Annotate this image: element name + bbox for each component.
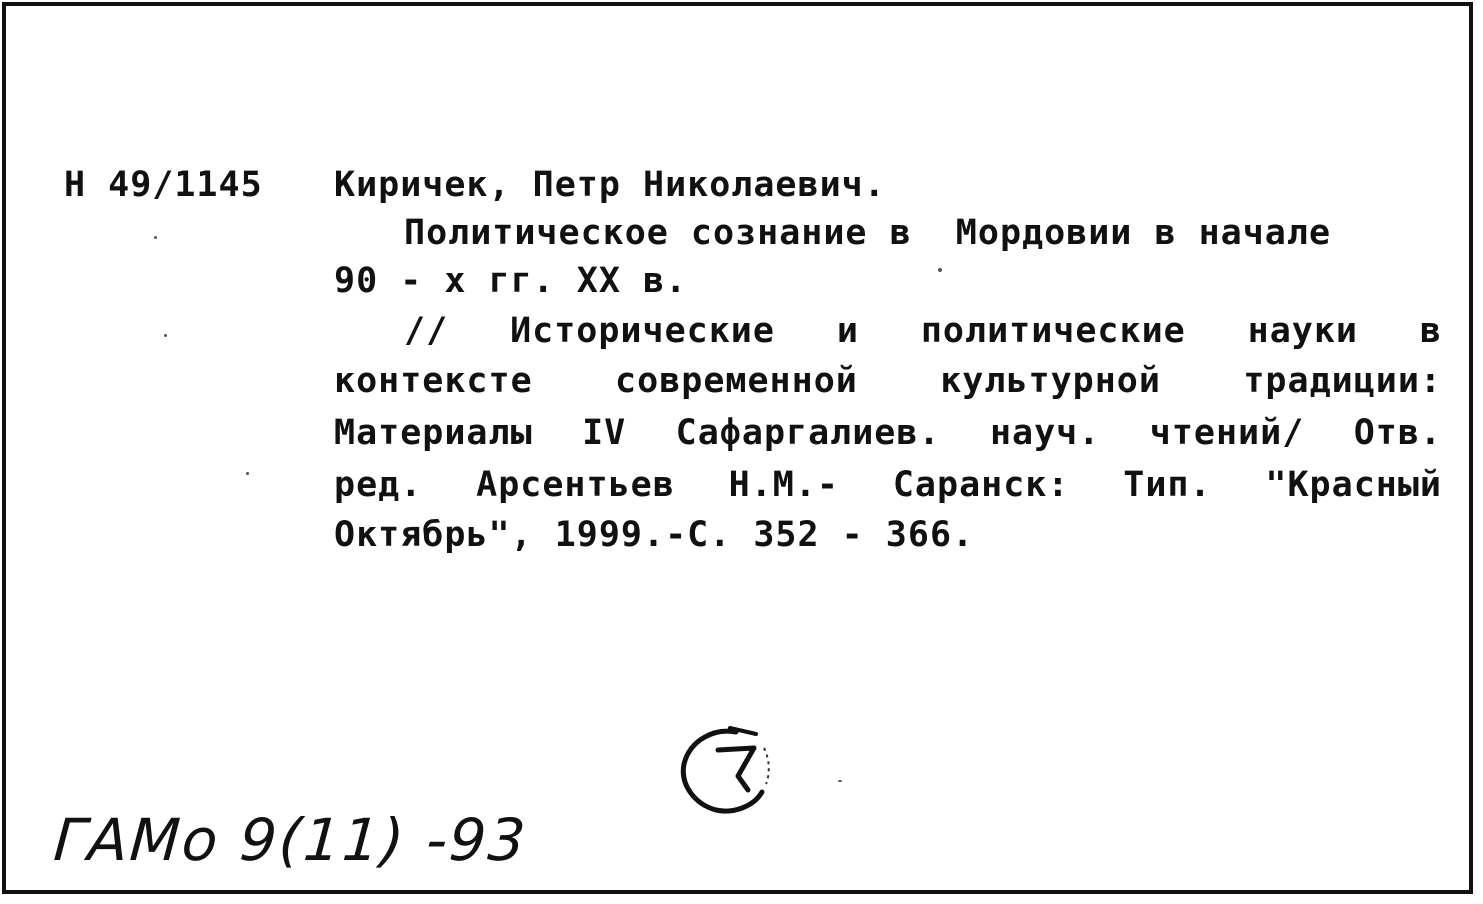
paper-speck — [838, 780, 842, 782]
paper-speck — [246, 472, 249, 475]
shelfmark: Н 49/1145 — [64, 165, 263, 205]
paper-speck — [938, 268, 942, 272]
handwritten-note: ГАМо 9(11) -93 — [51, 806, 530, 874]
catalog-card — [2, 2, 1473, 894]
paper-speck — [164, 334, 167, 337]
source-line-3: Материалы IV Сафаргалиев. науч. чтений/ Отв. — [334, 413, 1442, 453]
source-line-5: Октябрь", 1999.-С. 352 - 366. — [334, 515, 975, 555]
source-line-2: контексте современной культурной традиции: — [334, 361, 1442, 401]
title-line-1: Политическое сознание в Мордовии в начале — [404, 213, 1332, 253]
paper-speck — [154, 236, 157, 239]
source-line-4: ред. Арсентьев Н.М.- Саранск: Тип. "Красный — [334, 465, 1442, 505]
author-name: Киричек, Петр Николаевич. — [334, 165, 886, 205]
circular-stamp-icon — [674, 718, 784, 822]
source-line-1: // Исторические и политические науки в — [404, 311, 1442, 351]
title-line-2: 90 - х гг. XX в. — [334, 261, 688, 301]
